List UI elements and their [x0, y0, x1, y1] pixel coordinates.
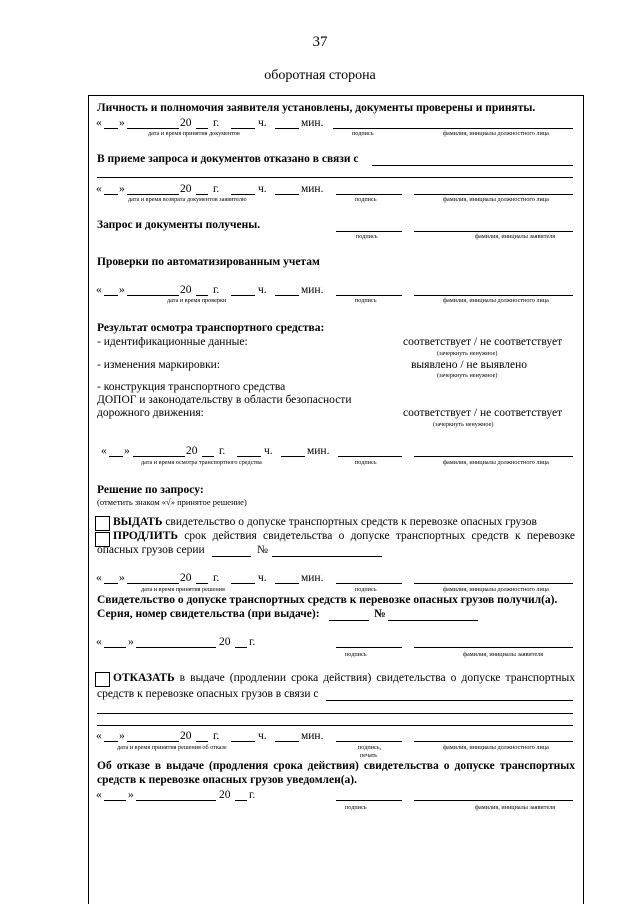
s8-opt-cont: средств к перевозке опасных грузов в связи с	[97, 688, 319, 700]
s3-title: Запрос и документы получены.	[97, 219, 261, 231]
s4-quote-close: »	[119, 284, 125, 296]
s5-hour-field[interactable]	[237, 456, 261, 457]
s4-hour-field[interactable]	[231, 295, 255, 296]
s8-cap-sign: подпись,	[358, 744, 382, 751]
side-label: оборотная сторона	[264, 68, 376, 83]
s9-day-field[interactable]	[104, 800, 126, 801]
s6-month-field[interactable]	[127, 583, 179, 584]
s3-cap-name: фамилия, инициалы заявителя	[475, 233, 556, 240]
s8-year-field[interactable]	[196, 741, 208, 742]
s9-name-line[interactable]	[414, 800, 573, 801]
s7-cap-name: фамилия, инициалы заявителя	[463, 651, 544, 658]
s3-signature-line[interactable]	[336, 231, 402, 232]
s8-ch: ч.	[258, 730, 267, 742]
s8-hour-field[interactable]	[231, 741, 255, 742]
s7-g: г.	[249, 636, 256, 648]
s9-title-line2: средств к перевозке опасных грузов уведомлен(а).	[97, 774, 358, 786]
s6-quote-open: «	[96, 572, 102, 584]
s6-minute-field[interactable]	[275, 583, 299, 584]
s6-quote-close: »	[119, 572, 125, 584]
s8-quote-open: «	[96, 730, 102, 742]
s8-cap-date: дата и время принятия решения об отказе	[117, 744, 227, 751]
s5-cap-date: дата и время осмотра транспортного средства	[141, 459, 262, 466]
s2-minute-field[interactable]	[275, 194, 299, 195]
s5-quote-close: »	[124, 445, 130, 457]
s2-cap-sign: подпись	[355, 196, 377, 203]
s9-cap-sign: подпись	[345, 804, 367, 811]
s8-signature-line[interactable]	[336, 741, 402, 742]
s5-min: мин.	[307, 445, 330, 457]
s7-quote-close: »	[128, 636, 134, 648]
s8-opt-text: в выдаче (продлении срока действия) свидетельства о допуске транспортных	[174, 672, 575, 684]
s5-row3-line1: - конструкция транспортного средства	[97, 381, 286, 393]
s5-row3-line2: ДОПОГ и законодательству в области безопасности	[97, 394, 352, 406]
s5-ch: ч.	[264, 445, 273, 457]
s7-name-line[interactable]	[414, 647, 573, 648]
s6-ch: ч.	[258, 572, 267, 584]
s5-title: Результат осмотра транспортного средства:	[97, 322, 325, 334]
s8-year-prefix: 20	[180, 730, 192, 742]
s6-opt2	[113, 530, 575, 542]
s5-month-field[interactable]	[133, 456, 185, 457]
s9-year-field[interactable]	[235, 800, 247, 801]
s6-opt1	[113, 516, 537, 528]
s2-reason-line-1[interactable]	[372, 165, 573, 166]
s6-title: Решение по запросу:	[97, 484, 204, 496]
s5-signature-line[interactable]	[338, 456, 402, 457]
s2-year-field[interactable]	[196, 194, 208, 195]
s9-quote-close: »	[128, 789, 134, 801]
s4-day-field[interactable]	[104, 295, 118, 296]
s1-cap-sign: подпись	[352, 130, 374, 137]
s1-minute-field[interactable]	[275, 128, 299, 129]
s2-cap-name: фамилия, инициалы должностного лица	[443, 196, 549, 203]
s5-row3-value: соответствует / не соответствует	[403, 407, 563, 419]
s5-row2-value: выявлено / не выявлено	[411, 359, 528, 371]
s8-g: г.	[213, 730, 220, 742]
s8-reason-line-1[interactable]	[326, 700, 573, 701]
s2-ch: ч.	[258, 183, 267, 195]
s8-quote-close: »	[119, 730, 125, 742]
s9-quote-open: «	[96, 789, 102, 801]
s5-year-prefix: 20	[186, 445, 198, 457]
s1-day-field[interactable]	[104, 128, 118, 129]
s7-number-field[interactable]	[388, 620, 478, 621]
s6-g: г.	[213, 572, 220, 584]
s2-quote-open: «	[96, 183, 102, 195]
s9-signature-line[interactable]	[336, 800, 402, 801]
s1-g: г.	[213, 117, 220, 129]
s1-min: мин.	[301, 117, 324, 129]
s5-row2-label: - изменения маркировки:	[97, 359, 221, 371]
s2-g: г.	[213, 183, 220, 195]
s6-signature-line[interactable]	[336, 583, 402, 584]
s5-g: г.	[219, 445, 226, 457]
s1-quote-open: «	[96, 117, 102, 129]
s2-day-field[interactable]	[104, 194, 118, 195]
s4-minute-field[interactable]	[275, 295, 299, 296]
s4-year-prefix: 20	[180, 284, 192, 296]
s4-cap-sign: подпись	[355, 297, 377, 304]
s4-min: мин.	[301, 284, 324, 296]
s8-reason-line-2[interactable]	[97, 713, 573, 714]
s6-year-prefix: 20	[180, 572, 192, 584]
s2-reason-line-2[interactable]	[97, 177, 573, 178]
s2-month-field[interactable]	[127, 194, 179, 195]
s2-min: мин.	[301, 183, 324, 195]
s8-reason-line-3[interactable]	[97, 725, 573, 726]
s5-quote-open: «	[101, 445, 107, 457]
s6-hour-field[interactable]	[231, 583, 255, 584]
s7-day-field[interactable]	[104, 647, 126, 648]
s6-cap-name: фамилия, инициалы должностного лица	[443, 586, 549, 593]
s7-series-label: Серия, номер свидетельства (при выдаче):	[97, 608, 320, 620]
page-number: 37	[312, 34, 328, 50]
s2-quote-close: »	[119, 183, 125, 195]
s5-cap-name: фамилия, инициалы должностного лица	[443, 459, 549, 466]
s2-hour-field[interactable]	[231, 194, 255, 195]
s1-hour-field[interactable]	[231, 128, 255, 129]
s8-min: мин.	[301, 730, 324, 742]
s8-name-line[interactable]	[414, 741, 573, 742]
s1-cap-name: фамилия, инициалы должностного лица	[443, 130, 549, 137]
s1-quote-close: »	[119, 117, 125, 129]
s8-cap-seal: печать	[360, 752, 378, 759]
s6-opt2-cont: опасных грузов серии	[97, 544, 205, 556]
s6-name-line[interactable]	[414, 583, 573, 584]
s4-quote-open: «	[96, 284, 102, 296]
s3-name-line[interactable]	[414, 231, 573, 232]
s6-opt2-bold: ПРОДЛИТЬ	[113, 530, 178, 542]
s6-cap-sign: подпись	[355, 586, 377, 593]
s4-ch: ч.	[258, 284, 267, 296]
s1-month-field[interactable]	[127, 128, 179, 129]
s9-month-field[interactable]	[136, 800, 216, 801]
s4-title: Проверки по автоматизированным учетам	[97, 256, 320, 268]
s2-name-line[interactable]	[414, 194, 573, 195]
s6-day-field[interactable]	[104, 583, 118, 584]
s4-month-field[interactable]	[127, 295, 179, 296]
s5-row2-note: (зачеркнуть ненужное)	[437, 372, 498, 379]
s8-cap-name: фамилия, инициалы должностного лица	[443, 744, 549, 751]
s5-name-line[interactable]	[414, 456, 573, 457]
s4-g: г.	[213, 284, 220, 296]
s4-cap-name: фамилия, инициалы должностного лица	[443, 297, 549, 304]
s5-minute-field[interactable]	[281, 456, 305, 457]
s8-month-field[interactable]	[127, 741, 179, 742]
s7-year-prefix: 20	[219, 636, 231, 648]
s2-signature-line[interactable]	[336, 194, 402, 195]
s9-title-line1: Об отказе в выдаче (продления срока действия) свидетельства о допуске транспортных	[97, 760, 575, 772]
s6-number-field[interactable]	[272, 556, 382, 557]
s2-title: В приеме запроса и документов отказано в связи с	[97, 153, 359, 165]
s6-year-field[interactable]	[196, 583, 208, 584]
s7-series-field[interactable]	[329, 620, 369, 621]
s7-title: Свидетельство о допуске транспортных средств к перевозке опасных грузов получил(а).	[97, 594, 558, 606]
s7-year-field[interactable]	[235, 647, 247, 648]
s1-year-field[interactable]	[196, 128, 208, 129]
s2-cap-date: дата и время возврата документов заявителю	[128, 196, 247, 203]
s3-cap-sign: подпись	[356, 233, 378, 240]
s1-title: Личность и полномочия заявителя установлены, документы проверены и приняты.	[97, 102, 536, 114]
s8-refuse-checkbox[interactable]	[95, 672, 110, 687]
s4-year-field[interactable]	[196, 295, 208, 296]
s5-year-field[interactable]	[202, 456, 214, 457]
s5-row1-value: соответствует / не соответствует	[403, 336, 563, 348]
s7-cap-sign: подпись	[345, 651, 367, 658]
s5-row1-label: - идентификационные данные:	[97, 336, 248, 348]
s8-day-field[interactable]	[104, 741, 118, 742]
s7-no: №	[374, 608, 386, 620]
s6-min: мин.	[301, 572, 324, 584]
s6-opt2-text: срок действия свидетельства о допуске транспортных средств к перевозке	[177, 530, 575, 542]
s6-series-field[interactable]	[212, 556, 251, 557]
s4-signature-line[interactable]	[336, 295, 402, 296]
s8-opt	[113, 672, 575, 684]
s7-month-field[interactable]	[136, 647, 216, 648]
s6-no: №	[257, 544, 268, 556]
s1-ch: ч.	[258, 117, 267, 129]
s6-opt1-text: свидетельство о допуске транспортных средств к перевозке опасных грузов	[162, 516, 537, 528]
s6-subtitle: (отметить знаком «√» принятое решение)	[97, 497, 247, 507]
s9-cap-name: фамилия, инициалы заявителя	[475, 804, 556, 811]
s7-signature-line[interactable]	[336, 647, 402, 648]
s5-row3-line3: дорожного движения:	[97, 407, 204, 419]
s6-issue-checkbox[interactable]	[95, 516, 110, 531]
s1-signature-line[interactable]	[333, 128, 573, 129]
s9-year-prefix: 20	[219, 789, 231, 801]
s2-year-prefix: 20	[180, 183, 192, 195]
s1-cap-date: дата и время принятия документов	[148, 130, 240, 137]
s7-quote-open: «	[96, 636, 102, 648]
s9-g: г.	[249, 789, 256, 801]
s5-cap-sign: подпись	[355, 459, 377, 466]
s8-opt-bold: ОТКАЗАТЬ	[113, 672, 175, 684]
s4-name-line[interactable]	[414, 295, 573, 296]
s5-row1-note: (зачеркнуть ненужное)	[437, 350, 498, 357]
s5-row3-note: (зачеркнуть ненужное)	[433, 421, 494, 428]
s5-day-field[interactable]	[109, 456, 123, 457]
s8-minute-field[interactable]	[275, 741, 299, 742]
s6-opt1-bold: ВЫДАТЬ	[113, 516, 163, 528]
s1-year-prefix: 20	[180, 117, 192, 129]
s6-cap-date: дата и время принятия решения	[141, 586, 225, 593]
s4-cap-date: дата и время проверки	[167, 297, 227, 304]
